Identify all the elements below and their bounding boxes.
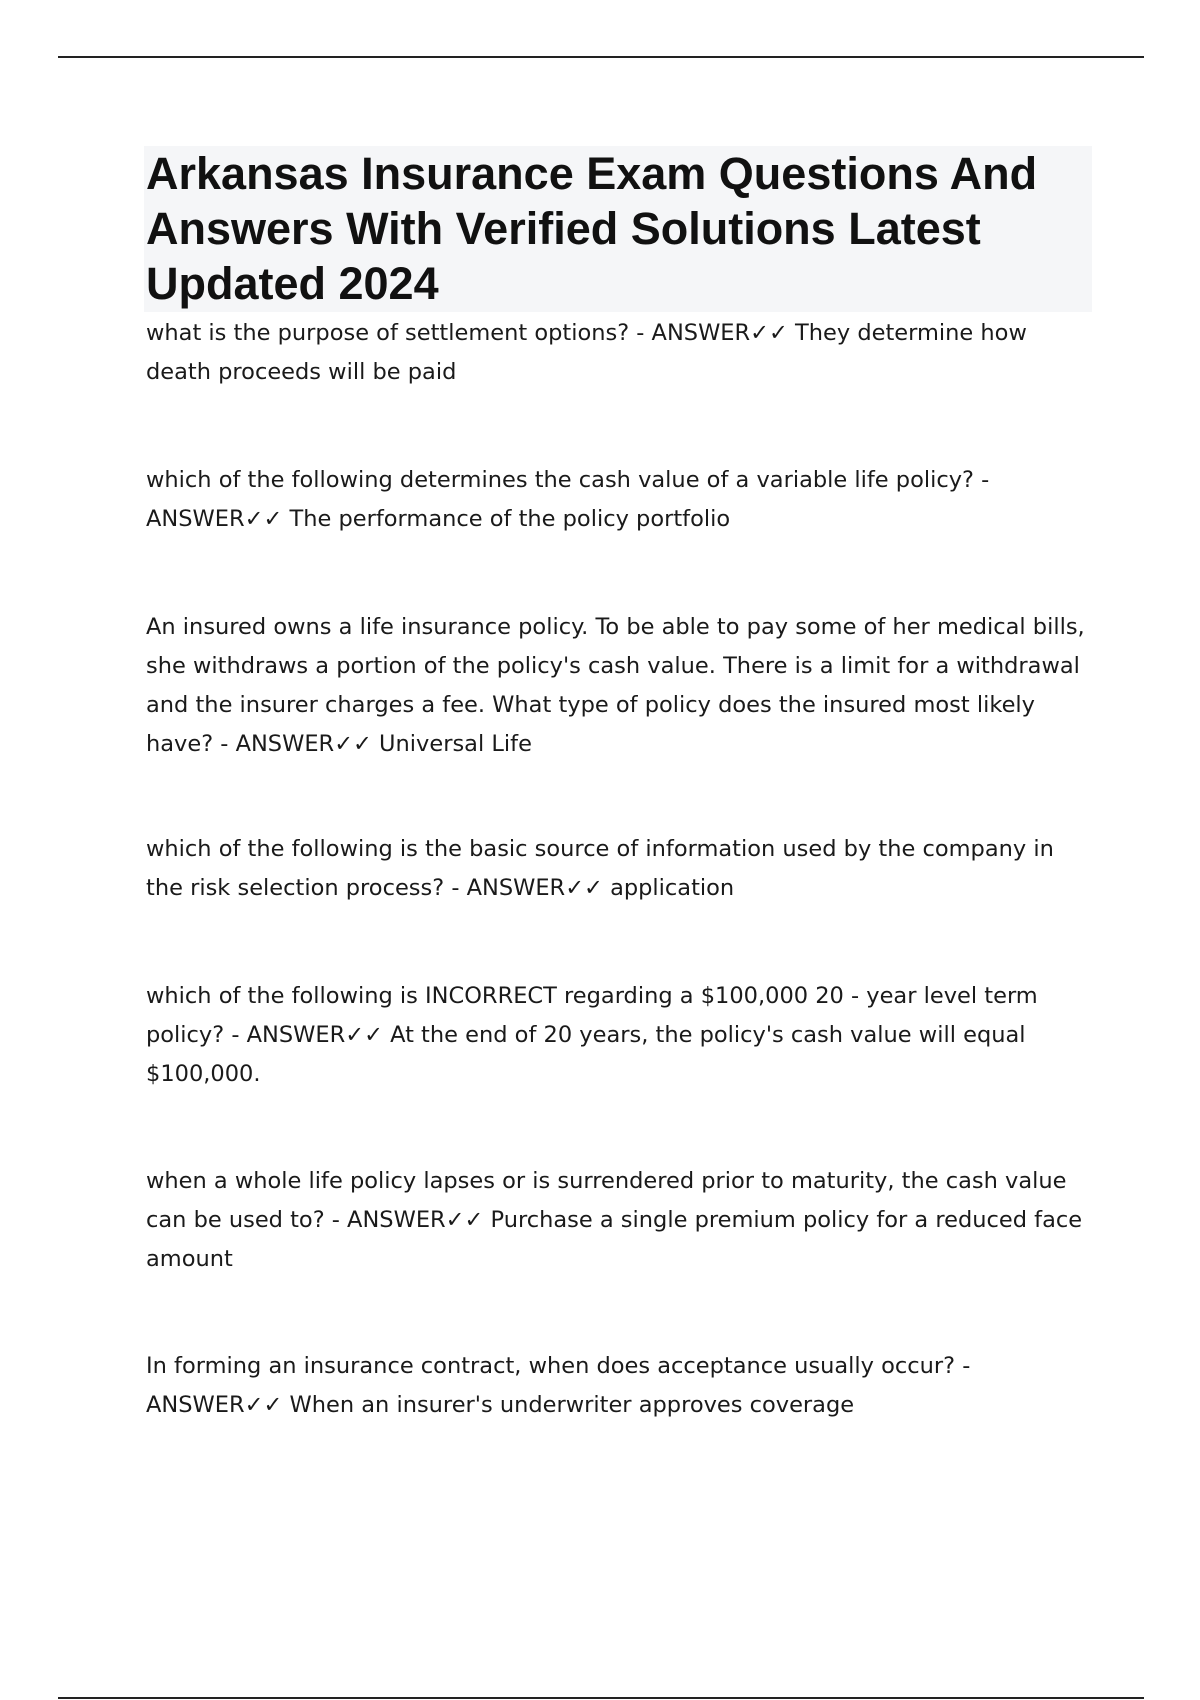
top-rule xyxy=(58,56,1144,58)
checkmark-icon: ✓✓ xyxy=(244,1392,283,1418)
answer-text: Universal Life xyxy=(371,731,532,757)
checkmark-icon: ✓✓ xyxy=(565,875,603,901)
answer-text: At the end of 20 years, the policy's cash value will equal $100,000. xyxy=(146,1022,1026,1087)
question-text: when a whole life policy lapses or is surrendered prior to maturity, the cash value can be used to? - ANSWER xyxy=(146,1168,1067,1233)
qa-item-2 xyxy=(146,461,1086,539)
qa-item-4 xyxy=(146,830,1086,908)
checkmark-icon: ✓✓ xyxy=(244,506,283,532)
checkmark-icon: ✓✓ xyxy=(445,1207,484,1233)
bottom-rule xyxy=(58,1697,1144,1699)
question-text: which of the following is INCORRECT regarding a $100,000 20 - year level term policy? - ANSWER xyxy=(146,983,1038,1048)
answer-text: They determine how death proceeds will be paid xyxy=(146,320,1027,385)
question-text: which of the following determines the cash value of a variable life policy? - ANSWER xyxy=(146,467,990,532)
checkmark-icon: ✓✓ xyxy=(750,320,788,346)
answer-text: application xyxy=(602,875,735,901)
qa-item-1 xyxy=(146,314,1086,392)
qa-item-5 xyxy=(146,977,1086,1094)
answer-text: The performance of the policy portfolio xyxy=(282,506,731,532)
qa-item-3 xyxy=(146,608,1086,764)
question-text: In forming an insurance contract, when does acceptance usually occur? - ANSWER xyxy=(146,1353,971,1418)
checkmark-icon: ✓✓ xyxy=(334,731,372,757)
answer-text: Purchase a single premium policy for a reduced face amount xyxy=(146,1207,1083,1272)
checkmark-icon: ✓✓ xyxy=(345,1022,383,1048)
question-text: which of the following is the basic source of information used by the company in the risk selection process? - ANSWER xyxy=(146,836,1054,901)
question-text: what is the purpose of settlement options? - ANSWER xyxy=(146,320,751,346)
qa-item-7 xyxy=(146,1347,1086,1425)
qa-item-6 xyxy=(146,1162,1086,1279)
question-text: An insured owns a life insurance policy. To be able to pay some of her medical bills, she withdraws a portion of the policy's cash value. There is a limit for a withdrawal and the insurer charges a fee. What type of policy does the insured most likely have? - ANSWER xyxy=(146,614,1085,757)
answer-text: When an insurer's underwriter approves coverage xyxy=(282,1392,855,1418)
document-title: Arkansas Insurance Exam Questions And Answers With Verified Solutions Latest Updated 2024 xyxy=(146,148,1038,309)
